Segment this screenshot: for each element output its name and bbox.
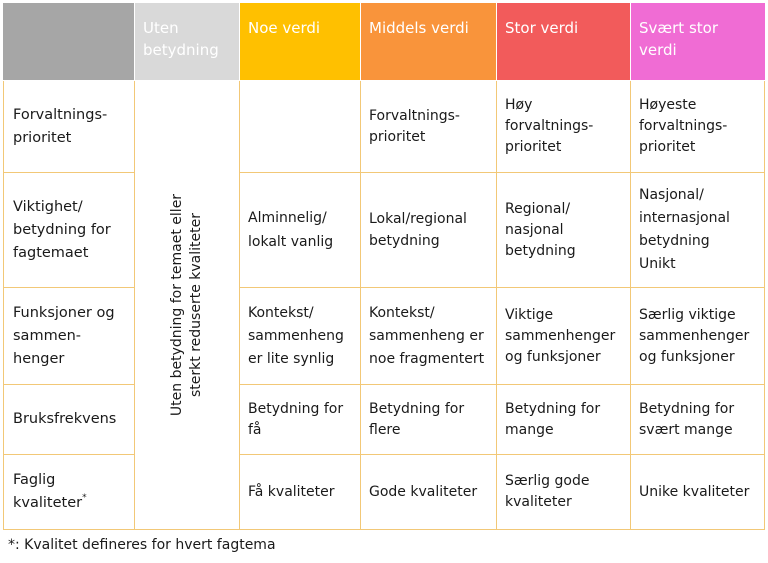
row-label-viktighet: Viktighet/ betydning for fagtemaet bbox=[3, 173, 135, 288]
cell-kvaliteter-svaert: Unike kvaliteter bbox=[631, 455, 765, 530]
cell-viktighet-stor: Regional/ nasjonal betydning bbox=[497, 173, 631, 288]
cell-kvaliteter-noe: Få kvaliteter bbox=[240, 455, 361, 530]
cell-bruksfrekvens-svaert: Betydning for svært mange bbox=[631, 385, 765, 455]
row-label-funksjoner: Funksjoner og sammen- henger bbox=[3, 288, 135, 385]
cell-kvaliteter-middels: Gode kvaliteter bbox=[361, 455, 497, 530]
header-middels-verdi: Middels verdi bbox=[361, 3, 497, 81]
cell-viktighet-noe: Alminnelig/ lokalt vanlig bbox=[240, 173, 361, 288]
cell-funksjoner-stor: Viktige sammenhenger og funksjoner bbox=[497, 288, 631, 385]
header-svaert-stor-verdi: Svært stor verdi bbox=[631, 3, 765, 81]
cell-funksjoner-svaert: Særlig viktige sammenhenger og funksjoner bbox=[631, 288, 765, 385]
cell-forvaltning-noe bbox=[240, 81, 361, 173]
cell-funksjoner-middels: Kontekst/ sammenheng er noe fragmentert bbox=[361, 288, 497, 385]
value-matrix-table bbox=[3, 3, 765, 530]
cell-bruksfrekvens-middels: Betydning for flere bbox=[361, 385, 497, 455]
header-stor-verdi: Stor verdi bbox=[497, 3, 631, 81]
cell-forvaltning-middels: Forvaltnings- prioritet bbox=[361, 81, 497, 173]
cell-viktighet-svaert: Nasjonal/ internasjonal betydning Unikt bbox=[631, 173, 765, 288]
cell-kvaliteter-stor: Særlig gode kvaliteter bbox=[497, 455, 631, 530]
header-noe-verdi: Noe verdi bbox=[240, 3, 361, 81]
cell-viktighet-middels: Lokal/regional betydning bbox=[361, 173, 497, 288]
faglig-kvaliteter-text: Faglig kvaliteter* bbox=[13, 472, 87, 511]
cell-bruksfrekvens-stor: Betydning for mange bbox=[497, 385, 631, 455]
header-uten-betydning: Uten betydning bbox=[135, 3, 240, 81]
cell-forvaltning-stor: Høy forvaltnings- prioritet bbox=[497, 81, 631, 173]
cell-funksjoner-noe: Kontekst/ sammenheng er lite synlig bbox=[240, 288, 361, 385]
row-label-faglig-kvaliteter bbox=[3, 455, 135, 530]
row-label-forvaltningsprioritet: Forvaltnings- prioritet bbox=[3, 81, 135, 173]
row-label-bruksfrekvens: Bruksfrekvens bbox=[3, 385, 135, 455]
cell-bruksfrekvens-noe: Betydning for få bbox=[240, 385, 361, 455]
table-left-border bbox=[3, 81, 4, 530]
uten-betydning-merged-cell bbox=[135, 81, 240, 530]
header-corner-cell bbox=[3, 3, 135, 81]
footnote-marker: * bbox=[82, 493, 87, 504]
footnote-text: *: Kvalitet defineres for hvert fagtema bbox=[8, 537, 276, 553]
uten-betydning-vertical-text: Uten betydning for temaet eller sterkt reduserte kvaliteter bbox=[169, 193, 204, 417]
cell-forvaltning-svaert: Høyeste forvaltnings- prioritet bbox=[631, 81, 765, 173]
